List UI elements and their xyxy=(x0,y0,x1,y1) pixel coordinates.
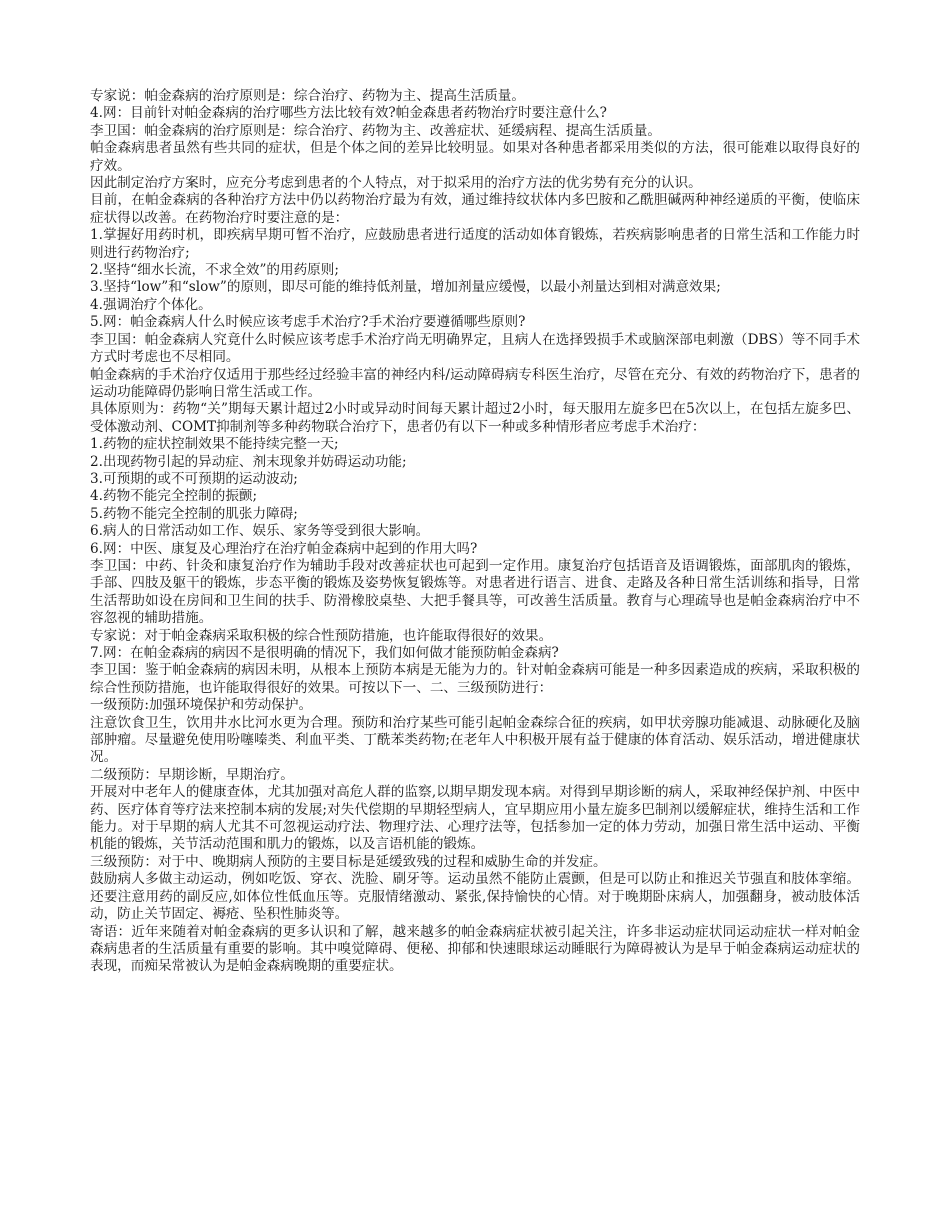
primary-prevention-body: 注意饮食卫生，饮用井水比河水更为合理。预防和治疗某些可能引起帕金森综合征的疾病，如甲状旁腺功能减退、动脉硬化及脑部肿瘤。尽量避免使用吩噻嗪类、利血平类、丁酰苯类药物;在老年人中积极开展有益于健康的体育活动、娱乐活动，增进健康状况。 xyxy=(90,714,860,766)
answer-5-scope: 帕金森病的手术治疗仅适用于那些经过经验丰富的神经内科/运动障碍病专科医生治疗，尽管在充分、有效的药物治疗下，患者的运动功能障碍仍影响日常生活或工作。 xyxy=(90,366,860,400)
question-4: 4.网：目前针对帕金森病的治疗哪些方法比较有效?帕金森患者药物治疗时要注意什么? xyxy=(90,105,607,122)
drug-note-1: 1.掌握好用药时机，即疾病早期可暂不治疗，应鼓励患者进行适度的活动如体育锻炼，若疾病影响患者的日常生活和工作能力时则进行药物治疗; xyxy=(90,227,860,261)
drug-note-4: 4.强调治疗个体化。 xyxy=(90,296,212,313)
closing-message: 寄语：近年来随着对帕金森病的更多认识和了解，越来越多的帕金森病症状被引起关注，许多非运动症状同运动症状一样对帕金森病患者的生活质量有重要的影响。其中嗅觉障碍、便秘、抑郁和快速眼球运动睡眠行为障碍被认为是早于帕金森病运动症状的表现，而痴呆常被认为是帕金森病晚期的重要症状。 xyxy=(90,923,860,975)
drug-note-2: 2.坚持“细水长流，不求全效”的用药原则; xyxy=(90,262,339,279)
question-5: 5.网：帕金森病人什么时候应该考虑手术治疗?手术治疗要遵循哪些原则? xyxy=(90,314,526,331)
paragraph-expert-prevention: 专家说：对于帕金森病采取积极的综合性预防措施，也许能取得很好的效果。 xyxy=(90,627,553,644)
answer-4-plan: 因此制定治疗方案时，应充分考虑到患者的个人特点，对于拟采用的治疗方法的优劣势有充分的认识。 xyxy=(90,175,702,192)
surgery-condition-4: 4.药物不能完全控制的振颤; xyxy=(90,488,258,505)
answer-4-individual-difference: 帕金森病患者虽然有些共同的症状，但是个体之间的差异比较明显。如果对各种患者都采用类似的方法，很可能难以取得良好的疗效。 xyxy=(90,140,860,174)
surgery-condition-3: 3.可预期的或不可预期的运动波动; xyxy=(90,470,298,487)
secondary-prevention-heading: 二级预防：早期诊断，早期治疗。 xyxy=(90,766,294,783)
answer-5-criteria: 具体原则为：药物“关”期每天累计超过2小时或异动时间每天累计超过2小时，每天服用左旋多巴在5次以上，在包括左旋多巴、受体激动剂、COMT抑制剂等多种药物联合治疗下，患者仍有以下一种或多种情形者应考虑手术治疗： xyxy=(90,401,860,435)
secondary-prevention-body: 开展对中老年人的健康查体，尤其加强对高危人群的监察,以期早期发现本病。对得到早期诊断的病人，采取神经保护剂、中医中药、医疗体育等疗法来控制本病的发展;对失代偿期的早期轻型病人，宜早期应用小量左旋多巴制剂以缓解症状，维持生活和工作能力。对于早期的病人尤其不可忽视运动疗法、物理疗法、心理疗法等，包括参加一定的体力劳动，加强日常生活中运动、平衡机能的锻炼，关节活动范围和肌力的锻炼，以及言语机能的锻炼。 xyxy=(90,784,860,853)
question-6: 6.网：中医、康复及心理治疗在治疗帕金森病中起到的作用大吗? xyxy=(90,540,478,557)
document-body xyxy=(90,88,860,976)
tertiary-prevention-body: 鼓励病人多做主动运动，例如吃饭、穿衣、洗脸、刷牙等。运动虽然不能防止震颤，但是可以防止和推迟关节强直和肢体挛缩。还要注意用药的副反应,如体位性低血压等。克服情绪激动、紧张,保持愉快的心情。对于晚期卧床病人，加强翻身，被动肢体活动，防止关节固定、褥疮、坠积性肺炎等。 xyxy=(90,871,860,923)
surgery-condition-5: 5.药物不能完全控制的肌张力障碍; xyxy=(90,505,298,522)
tertiary-prevention-heading: 三级预防：对于中、晚期病人预防的主要目标是延缓致残的过程和威胁生命的并发症。 xyxy=(90,853,607,870)
surgery-condition-2: 2.出现药物引起的异动症、剂末现象并妨碍运动功能; xyxy=(90,453,407,470)
drug-note-3: 3.坚持“low”和“slow”的原则，即尽可能的维持低剂量，增加剂量应缓慢，以最小剂量达到相对满意效果; xyxy=(90,279,721,296)
primary-prevention-heading: 一级预防:加强环境保护和劳动保护。 xyxy=(90,697,313,714)
surgery-condition-1: 1.药物的症状控制效果不能持续完整一天; xyxy=(90,436,339,453)
answer-4-principle: 李卫国：帕金森病的治疗原则是：综合治疗、药物为主、改善症状、延缓病程、提高生活质量。 xyxy=(90,122,661,139)
question-7: 7.网：在帕金森病的病因不是很明确的情况下，我们如何做才能预防帕金森病? xyxy=(90,645,559,661)
answer-5-timing: 李卫国：帕金森病人究竟什么时候应该考虑手术治疗尚无明确界定，且病人在选择毁损手术或脑深部电刺激（DBS）等不同手术方式时考虑也不尽相同。 xyxy=(90,331,860,366)
answer-6: 李卫国：中药、针灸和康复治疗作为辅助手段对改善症状也可起到一定作用。康复治疗包括语音及语调锻炼，面部肌肉的锻炼，手部、四肢及躯干的锻炼，步态平衡的锻炼及姿势恢复锻炼等。对患者进行语言、进食、走路及各种日常生活训练和指导，日常生活帮助如设在房间和卫生间的扶手、防滑橡胶桌垫、大把手餐具等，可改善生活质量。教育与心理疏导也是帕金森病治疗中不容忽视的辅助措施。 xyxy=(90,557,860,627)
answer-7-intro: 李卫国：鉴于帕金森病的病因未明，从根本上预防本病是无能为力的。针对帕金森病可能是一种多因素造成的疾病，采取积极的综合性预防措施，也许能取得很好的效果。可按以下一、二、三级预防进行： xyxy=(90,662,860,696)
answer-4-drug-therapy: 目前，在帕金森病的各种治疗方法中仍以药物治疗最为有效，通过维持纹状体内多巴胺和乙酰胆碱两种神经递质的平衡，使临床症状得以改善。在药物治疗时要注意的是： xyxy=(90,192,860,226)
paragraph-expert-principle: 专家说：帕金森病的治疗原则是：综合治疗、药物为主、提高生活质量。 xyxy=(90,88,525,104)
surgery-condition-6: 6.病人的日常活动如工作、娱乐、家务等受到很大影响。 xyxy=(90,523,430,540)
